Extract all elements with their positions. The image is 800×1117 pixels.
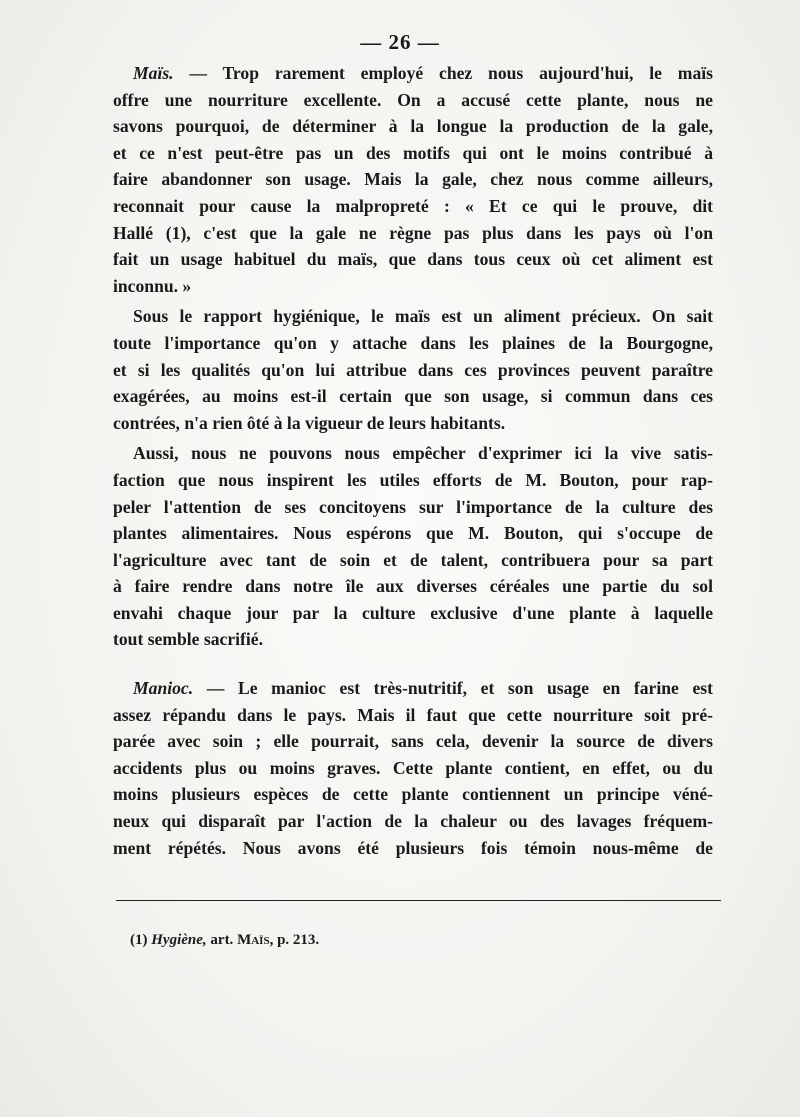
text-line: accidents plus ou moins graves. Cette plante contient, en effet, ou du [113,757,713,778]
page-number: — 26 — [360,30,440,54]
text-line: faction que nous inspirent les utiles efforts de M. Bouton, pour rap- [113,469,713,490]
text-line: peler l'attention de ses concitoyens sur l'importance de la culture des [113,496,713,517]
footnote-ref-word: Maïs [237,932,270,948]
footnote-rule [116,900,721,901]
text-line: Hallé (1), c'est que la gale ne règne pas plus dans les pays où l'on [113,222,713,243]
footnote-ref-page: , p. 213. [269,932,320,948]
text-line: savons pourquoi, de déterminer à la longue la production de la gale, [113,116,713,137]
text-line: faire abandonner son usage. Mais la gale, chez nous comme ailleurs, [113,169,713,190]
paragraph-manioc [113,675,713,861]
text-line: ment répétés. Nous avons été plusieurs fois témoin nous-même de [113,837,713,858]
footnote [130,932,319,949]
footnote-ref-prefix: art. [210,932,234,948]
text-line: parée avec soin ; elle pourrait, sans cela, devenir la source de divers [113,731,713,752]
text-line: l'agriculture avec tant de soin et de talent, contribuera pour sa part [113,549,713,570]
text-line: neux qui disparaît par l'action de la chaleur ou des lavages fréquem- [113,811,713,832]
text-line: et si les qualités qu'on lui attribue dans ces provinces peuvent paraître [113,359,713,380]
paragraph-m-bouton [113,440,713,653]
text-line: moins plusieurs espèces de cette plante contiennent un principe véné- [113,784,713,805]
text-line: fait un usage habituel du maïs, que dans tous ceux où cet aliment est [113,249,713,270]
text-line: envahi chaque jour par la culture exclusive d'une plante à laquelle [113,602,713,623]
section-term-mais: Maïs. [133,63,174,83]
paragraph-mais [113,60,713,299]
text-line: contrées, n'a rien ôté à la vigueur de leurs habitants. [113,412,506,433]
text-line: Maïs. — Trop rarement employé chez nous aujourd'hui, le maïs [133,63,713,83]
text-line: assez répandu dans le pays. Mais il faut que cette nourriture soit pré- [113,704,713,725]
text-line: Aussi, nous ne pouvons nous empêcher d'exprimer ici la vive satis- [133,443,713,464]
section-term-manioc: Manioc. [133,678,194,699]
text-line: et ce n'est peut-être pas un des motifs qui ont le moins contribué à [113,142,713,163]
text-line: reconnait pour cause la malpropreté : « Et ce qui le prouve, dit [113,195,713,216]
text-line: tout semble sacrifié. [113,629,263,650]
footnote-marker: (1) [130,932,148,948]
text-line: toute l'importance qu'on y attache dans les plaines de la Bourgogne, [113,332,713,353]
text-line: inconnu. » [113,275,192,296]
text-line: Sous le rapport hygiénique, le maïs est un aliment précieux. On sait [133,306,713,327]
footnote-title: Hygiène, [151,932,207,948]
text-line: exagérées, au moins est-il certain que son usage, si commun dans ces [113,386,713,407]
text-line: Manioc. — Le manioc est très-nutritif, et son usage en farine est [133,678,713,699]
paragraph-rapport-hygienique [113,303,713,436]
text-line: offre une nourriture excellente. On a accusé cette plante, nous ne [113,89,713,110]
text-line: plantes alimentaires. Nous espérons que M. Bouton, qui s'occupe de [113,523,713,544]
body-text [113,60,713,861]
text-line: à faire rendre dans notre île aux diverses céréales une partie du sol [113,576,713,597]
